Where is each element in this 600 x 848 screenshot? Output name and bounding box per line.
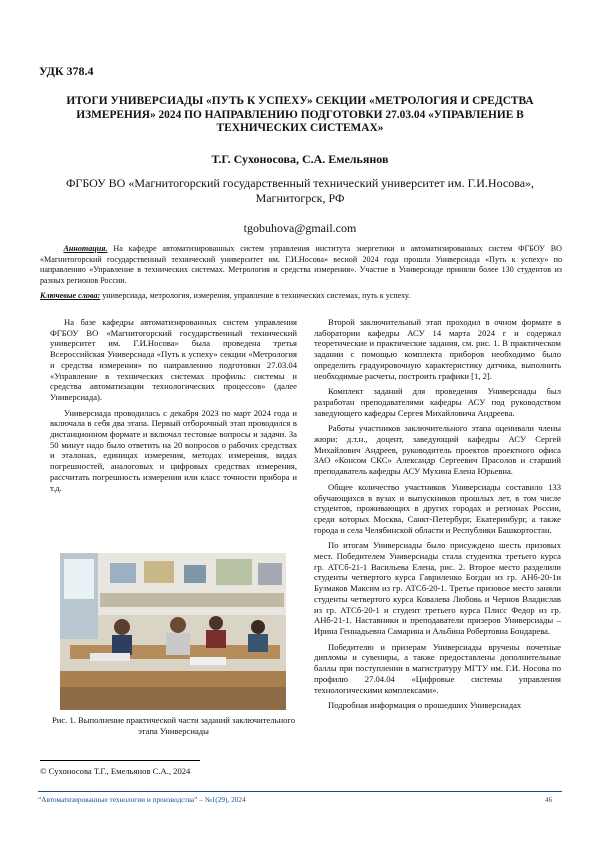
keywords-label: Ключевые слова: [40, 291, 101, 300]
abstract-label: Аннотация. [63, 244, 108, 253]
page-number: 46 [545, 795, 553, 804]
affiliation [40, 176, 560, 206]
udk-code: УДК 378.4 [39, 64, 94, 78]
keywords-text: универсиада, метрология, измерения, управление в технических системах, путь к успеху. [100, 291, 411, 300]
footnote-divider [40, 760, 200, 761]
classroom-photo-icon [60, 553, 286, 710]
copyright-footnote: © Сухоносова Т.Г., Емельянов С.А., 2024 [40, 766, 191, 776]
right-paragraph-2: Комплект заданий для проведения Универсиады был разработан преподавателями кафедры АСУ под руководством заведующего кафедры Сергея Михайловича Андреева. [314, 386, 561, 418]
article-title: ИТОГИ УНИВЕРСИАДЫ «ПУТЬ К УСПЕХУ» СЕКЦИИ «МЕТРОЛОГИЯ И СРЕДСТВА ИЗМЕРЕНИЯ» 2024 ПО НАПРАВЛЕНИЮ ПОДГОТОВКИ 27.03.04 «УПРАВЛЕНИЕ В ТЕХНИЧЕСКИХ СИСТЕМАХ» [66, 95, 534, 134]
left-paragraph-1: На базе кафедры автоматизированных систем управления ФГБОУ ВО «Магнитогорский государственный технический университет им. Г.И.Носова» была проведена третья Всероссийская Универсиада «Путь к успеху» секции «Метрология и средства измерения» по направлению подготовки 27.03.04 «Управление в технических системах профиль: системы и средства автоматизации технологических процессов» (далее Универсиада). [50, 317, 297, 402]
right-paragraph-1: Второй заключительный этап проходил в очном формате в лаборатории кафедры АСУ 14 марта 2024 г и содержал теоретические и практические задания, см. рис. 1. В практическом задании с помощью комплекта приборов необходимо было определить градуировочную характеристику датчика, выполнить необходимые расчеты, построить графики [1, 2]. [314, 317, 561, 381]
right-paragraph-4: Общее количество участников Универсиады составило 133 обучающихся в вузах и выпускников прошлых лет, в том числе студентов, проживающих в других городах и регионах России, среди которых Москва, Санкт-Петербург, Екатеринбург, а также города и села Челябинской области и Республики Башкортостан. [314, 481, 561, 535]
right-column [314, 317, 561, 716]
author-email[interactable]: tgobuhova@gmail.com [243, 221, 357, 235]
affiliation-line-1: ФГБОУ ВО «Магнитогорский государственный технический университет им. Г.И.Носова», [65, 176, 535, 190]
figure-photo [60, 553, 286, 710]
abstract [40, 244, 562, 286]
right-paragraph-5: По итогам Универсиады было присуждено шесть призовых мест. Победителем Универсиады стала студентка третьего курса гр. АТСб-21-1 Васильева Елена, рис. 2. Второе место разделили студенты четвертого курса Гавриленко Богдан из гр. АНб-20-1и Бузмаков Максим из гр. АТСб-20-1. Третье призовое место заняли студенты четвертого курса Ковалева Любовь и Чернов Владислав из гр. АТСб-20-1 и студент третьего курса Плисс Федор из гр. АНб-21-1. Наставники и преподаватели призеров Универсиады – Ирина Геннадьевна Самарина и Альбина Робертовна Бондарева. [314, 540, 561, 636]
journal-footer: “Автоматизированные технологии и производства” – №1(29), 2024 [38, 795, 246, 804]
right-paragraph-6: Победителю и призерам Универсиады вручены почетные дипломы и сувениры, а также предоставлены дополнительные баллы при поступлении в магистратуру МГТУ им. Г.И. Носова по профилю 27.04.04 «Цифровые системы управления технологическими комплексами». [314, 641, 561, 695]
footer-rule [38, 791, 562, 792]
affiliation-line-2: Магнитогрск, РФ [255, 191, 345, 205]
keywords [40, 291, 562, 302]
left-paragraph-2: Универсиада проводилась с декабря 2023 по март 2024 года и включала в себя два этапа. Первый отборочный этап проводился в дистанционном формате и включал тестовые вопросы и задачи. За 50 минут надо было ответить на 20 вопросов о рабочих средствах и эталонах, единицах измерения, методах измерения, видах погрешностей, аналоговых и цифровых средствах измерения, рассчитать погрешность измерения или класс точности прибора и т.д. [50, 407, 297, 493]
figure-caption: Рис. 1. Выполнение практической части заданий заключительного этапа Универсиады [51, 715, 296, 736]
right-paragraph-3: Работы участников заключительного этапа оценивали члены жюри: д.т.н., доцент, заведующий кафедры АСУ Сергей Михайлович Андреев, руководитель проектов проектного офиса ЗАО «Консом СКС» Александр Сергеевич Прасолов и старший преподаватель кафедры АСУ Мухина Елена Юрьевна. [314, 423, 561, 477]
right-paragraph-7: Подробная информация о прошедших Универсиадах [328, 700, 522, 711]
left-column [50, 317, 297, 498]
abstract-text: На кафедре автоматизированных систем управления института энергетики и автоматизированных систем ФГБОУ ВО «Магнитогорский государственный технический университет им. Г.И.Носова» весной 2024 года прошла Универсиада «Путь к успеху» по направлению «Управление в технических системах. Метрология и средства измерения». Участие в Универсиаде приняли более 130 студентов из разных регионов России. [40, 244, 563, 285]
authors: Т.Г. Сухоносова, С.А. Емельянов [211, 152, 389, 166]
